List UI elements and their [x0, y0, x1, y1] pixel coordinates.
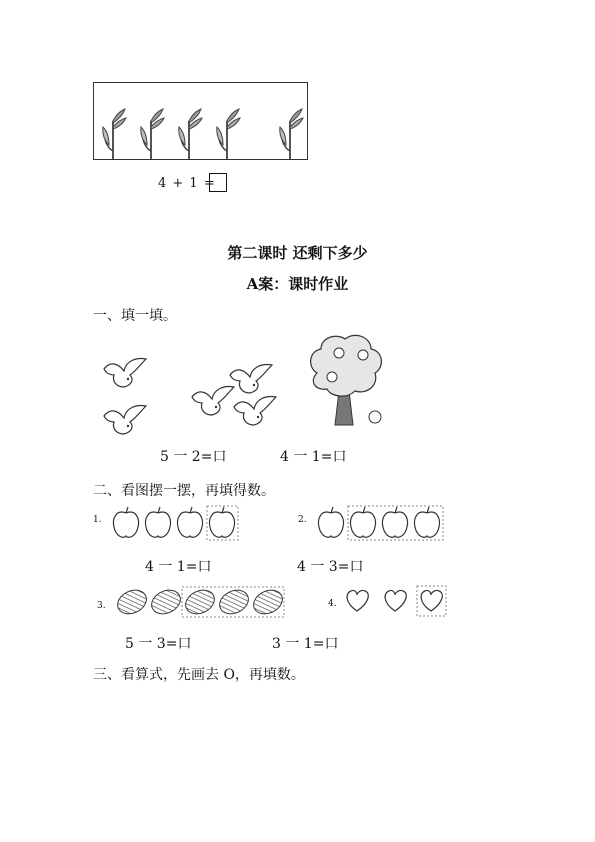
wheat-icon [173, 107, 203, 159]
item2-equation: 4 一 3=口 [297, 559, 364, 575]
section1-equation-left: 5 一 2=口 [160, 449, 227, 465]
melons-group [114, 586, 286, 618]
wheat-icon [97, 107, 127, 159]
bird-icon [100, 355, 152, 391]
wheat-icon [274, 107, 304, 159]
wheat-picture-box [93, 82, 308, 160]
wheat-icon [211, 107, 241, 159]
apples-group-2 [315, 505, 445, 541]
item4-equation: 3 一 1=口 [272, 636, 339, 652]
apples-group-1 [110, 505, 240, 541]
wheat-icon [135, 107, 165, 159]
hearts-group [343, 585, 447, 617]
section1-equation-right: 4 一 1=口 [280, 449, 347, 465]
top-equation: 4 + 1 = [158, 176, 216, 191]
item3-equation: 5 一 3=口 [125, 636, 192, 652]
item-number: 4. [328, 599, 337, 609]
item1-equation: 4 一 1=口 [145, 559, 212, 575]
section2-heading: 二、看图摆一摆，再填得数。 [93, 483, 275, 499]
item-number: 1. [93, 515, 102, 525]
section1-heading: 一、填一填。 [93, 308, 177, 324]
lesson-title: 第二课时 还剩下多少 [227, 244, 368, 262]
bird-icon [100, 402, 152, 438]
bird-icon [226, 361, 278, 397]
bird-icon [230, 393, 282, 429]
apple-tree-icon [305, 333, 387, 427]
answer-box[interactable] [209, 173, 227, 192]
section3-heading: 三、看算式，先画去 O，再填数。 [93, 667, 305, 683]
item-number: 3. [97, 601, 106, 611]
item-number: 2. [298, 515, 307, 525]
lesson-subtitle: A案：课时作业 [246, 275, 349, 293]
